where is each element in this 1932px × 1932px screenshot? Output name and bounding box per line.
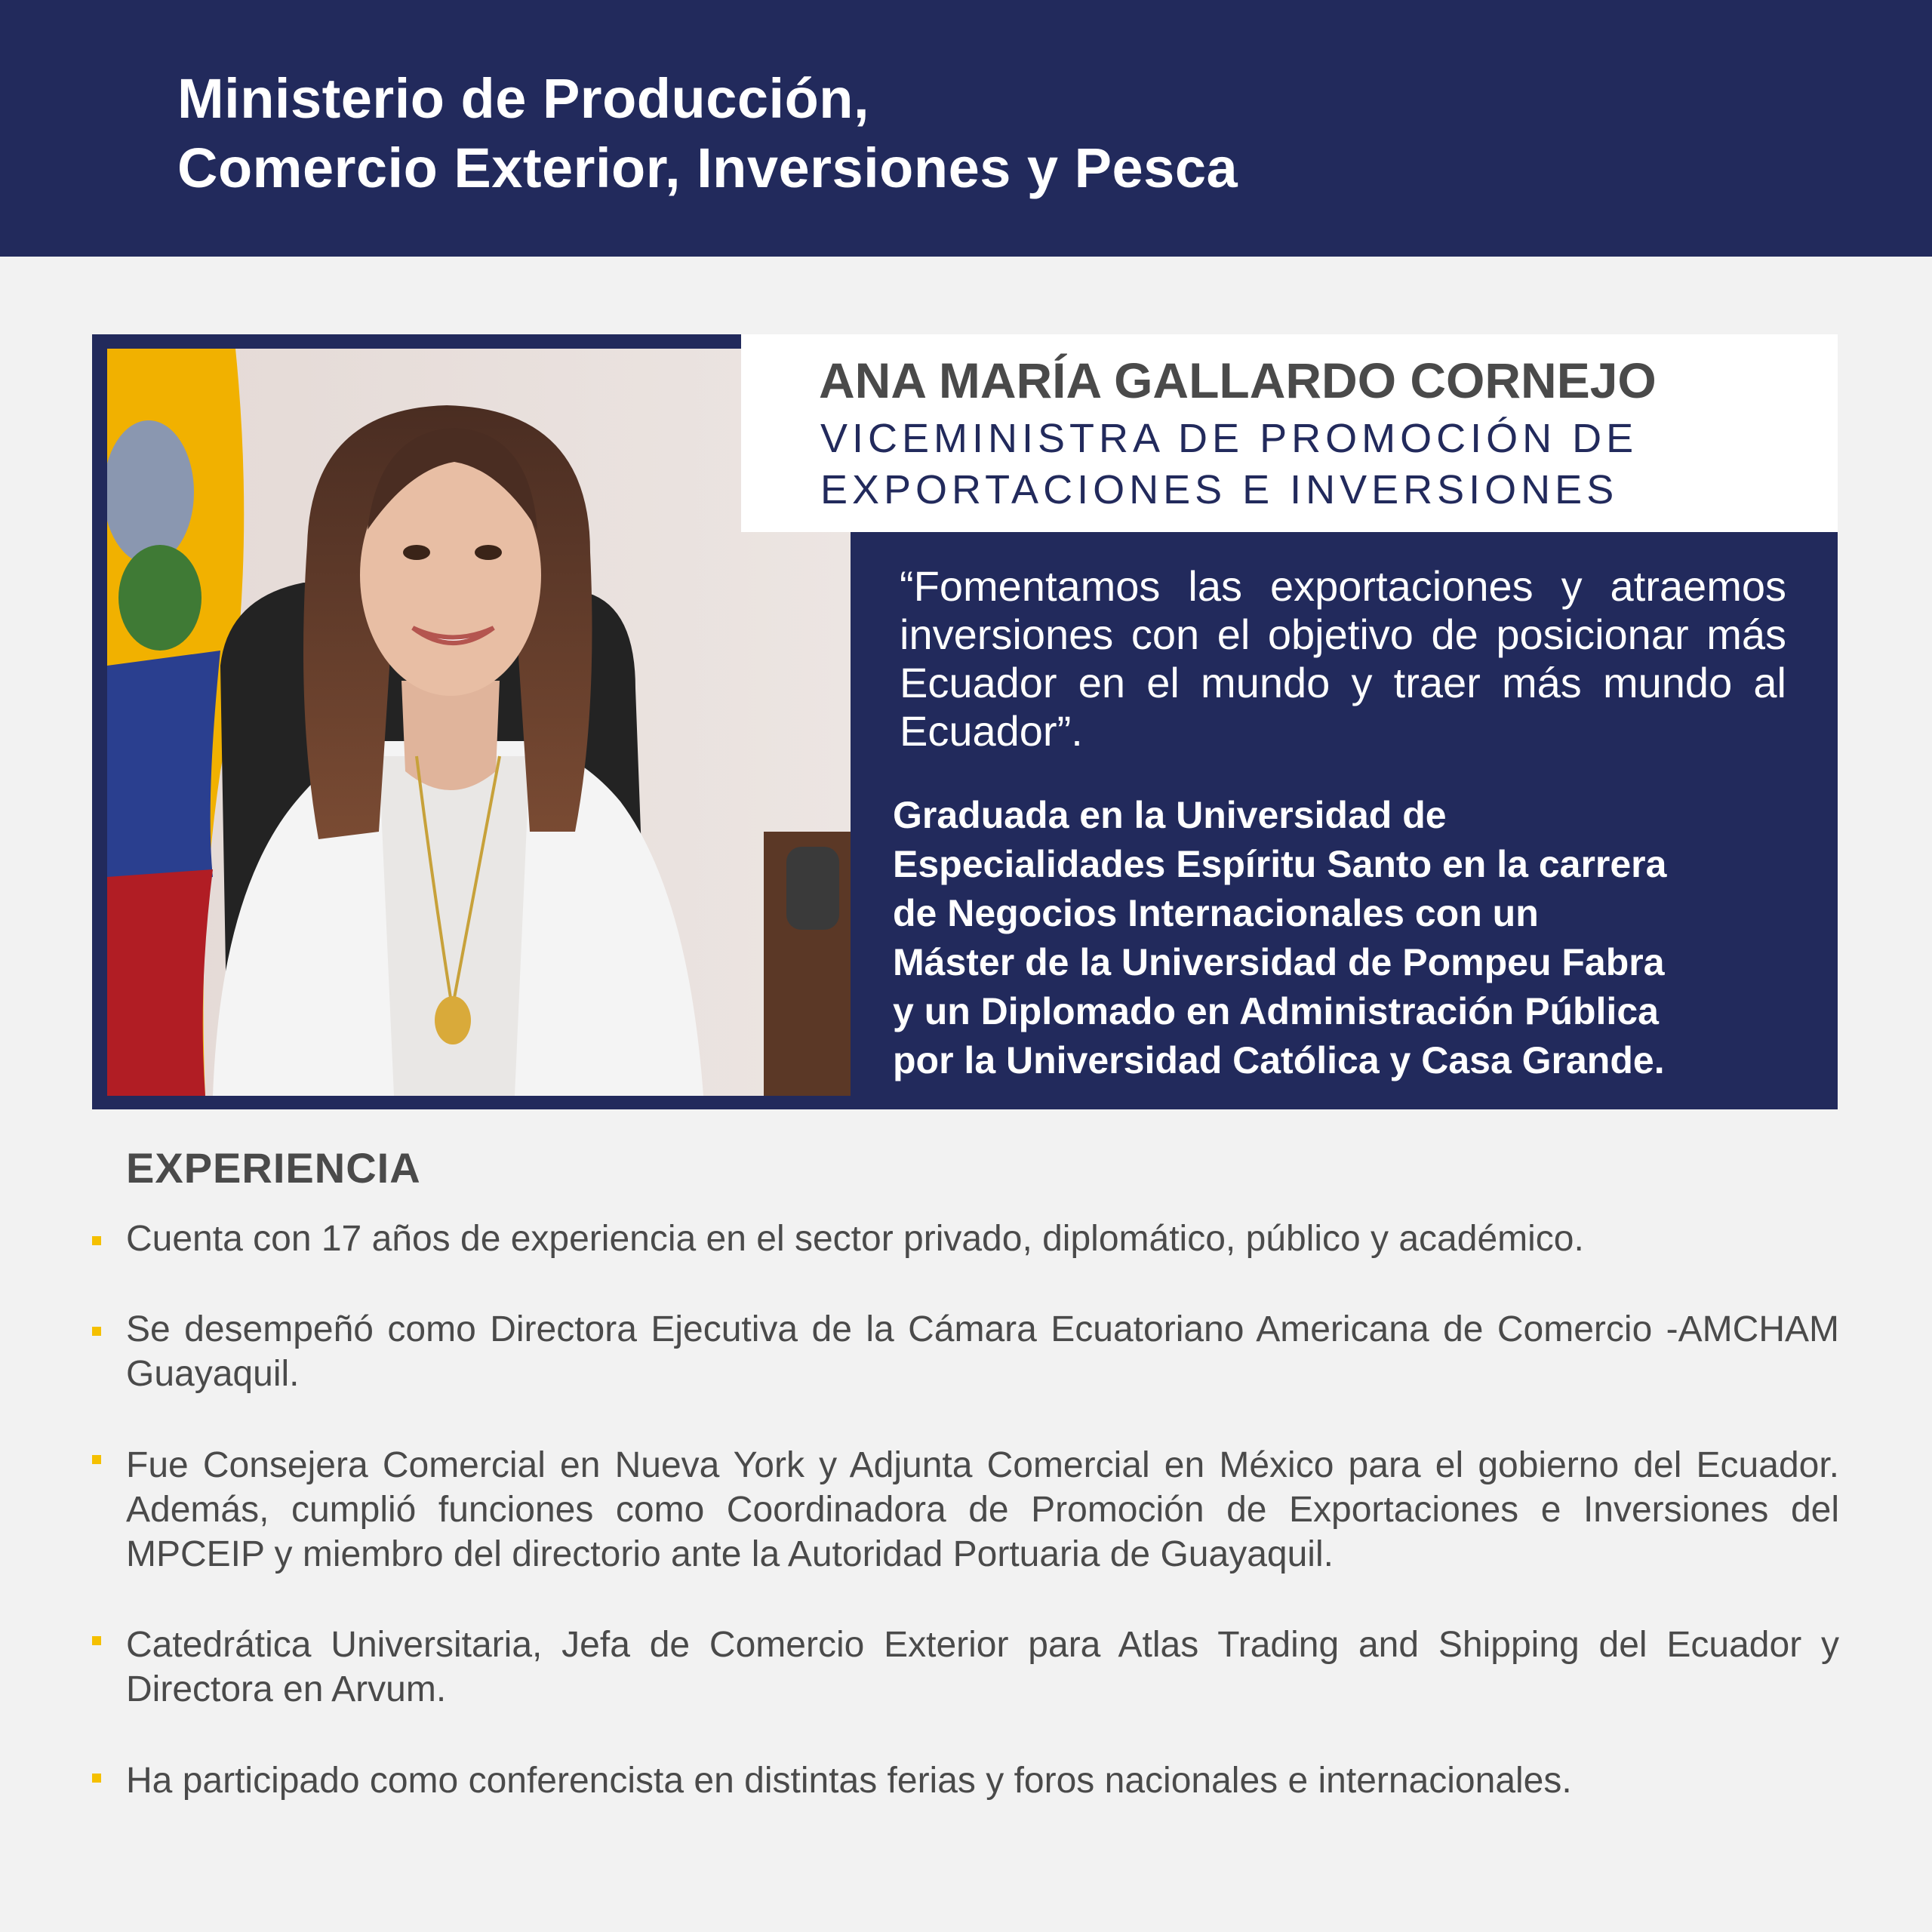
person-name: ANA MARÍA GALLARDO CORNEJO <box>819 352 1657 408</box>
bio-line: y un Diplomado en Administración Pública <box>893 990 1659 1032</box>
ministry-title-line2: Comercio Exterior, Inversiones y Pesca <box>177 137 1238 199</box>
bio-line: Máster de la Universidad de Pompeu Fabra <box>893 941 1665 983</box>
experience-item: Fue Consejera Comercial en Nueva York y Adjunta Comercial en México para el gobierno del Ecuador. Además, cumplió funciones como Coordinadora de Promoción de Exportaciones e Inversiones del MPCEIP y miembro del directorio ante la Autoridad Portuaria de Guayaquil. <box>126 1445 1839 1574</box>
experience-item: Catedrática Universitaria, Jefa de Comercio Exterior para Atlas Trading and Shipping del Ecuador y Directora en Arvum. <box>126 1625 1839 1709</box>
experience-title: EXPERIENCIA <box>126 1144 421 1192</box>
bio-line: por la Universidad Católica y Casa Grande. <box>893 1039 1665 1081</box>
ministry-header <box>0 0 1932 257</box>
bio-line: Graduada en la Universidad de <box>893 794 1447 836</box>
bullet-icon <box>92 1455 101 1464</box>
bio-text <box>893 791 1814 1085</box>
person-role-line1: VICEMINISTRA DE PROMOCIÓN DE <box>820 416 1638 461</box>
person-role-line2: EXPORTACIONES E INVERSIONES <box>820 467 1619 512</box>
experience-item: Ha participado como conferencista en distintas ferias y foros nacionales e internacionales. <box>126 1761 1572 1801</box>
experience-item: Cuenta con 17 años de experiencia en el sector privado, diplomático, público y académico. <box>126 1219 1584 1259</box>
ministry-title-line1: Ministerio de Producción, <box>177 67 870 130</box>
experience-item: Se desempeñó como Directora Ejecutiva de la Cámara Ecuatoriano Americana de Comercio -AMCHAM Guayaquil. <box>126 1309 1839 1394</box>
bio-line: Especialidades Espíritu Santo en la carrera <box>893 843 1667 885</box>
bullet-icon <box>92 1774 101 1783</box>
bullet-icon <box>92 1327 101 1336</box>
quote-text: “Fomentamos las exportaciones y atraemos inversiones con el objetivo de posicionar más Ecuador en el mundo y traer más mundo al Ecuador”. <box>900 562 1786 755</box>
bullet-icon <box>92 1636 101 1645</box>
bio-line: de Negocios Internacionales con un <box>893 892 1539 934</box>
portrait-photo <box>107 349 851 1096</box>
bullet-icon <box>92 1236 101 1245</box>
